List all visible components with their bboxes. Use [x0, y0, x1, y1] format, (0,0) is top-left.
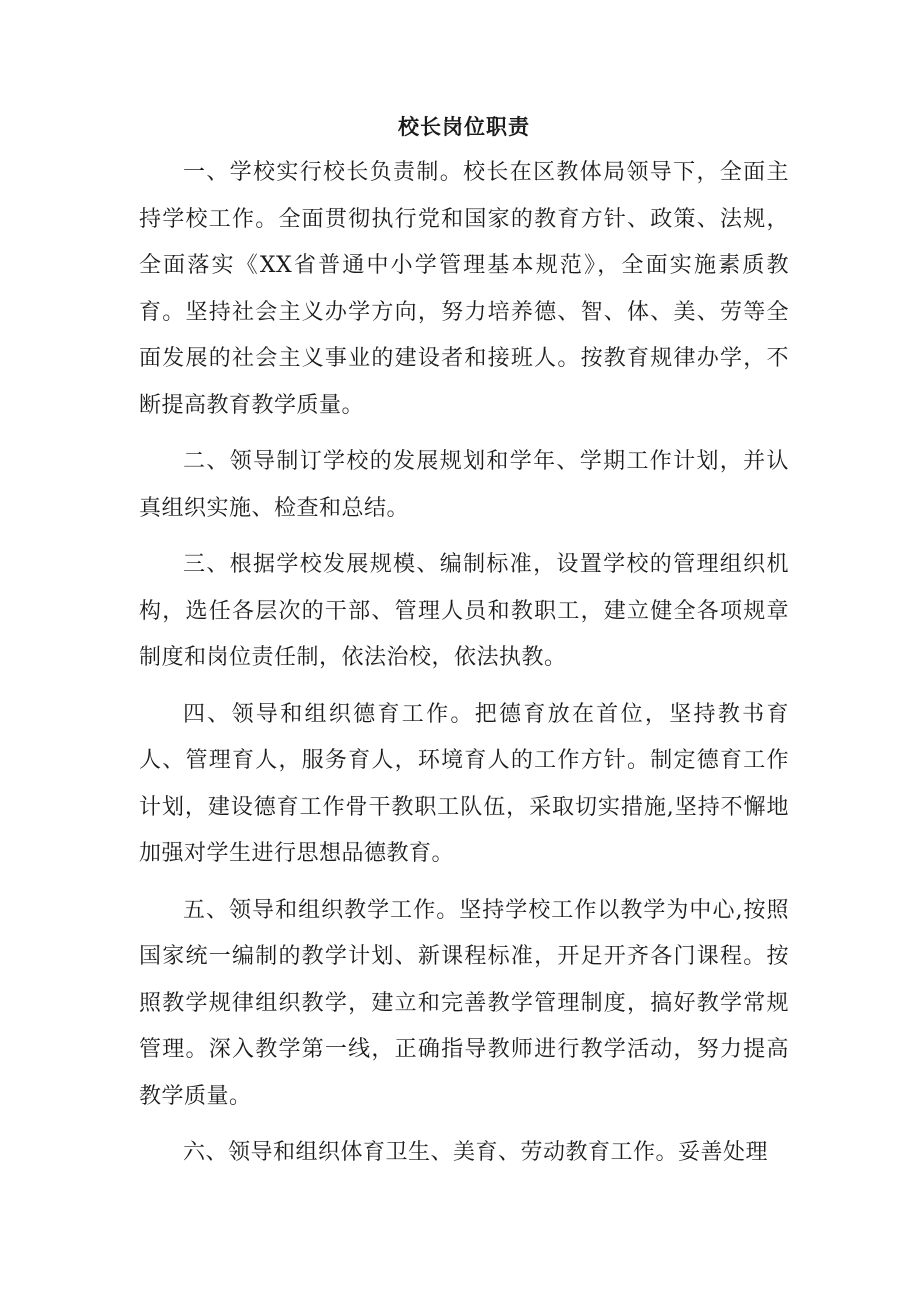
paragraph-6: 六、领导和组织体育卫生、美育、劳动教育工作。妥善处理 [183, 1140, 769, 1165]
paragraph-5: 五、领导和组织教学工作。坚持学校工作以教学为中心,按照国家统一编制的教学计划、新课程标准，开足开齐各门课程。按照教学规律组织教学，建立和完善教学管理制度，搞好教学常规管理。深入教学第一线，正确指导教师进行教学活动，努力提高教学质量。 [139, 897, 789, 1109]
paragraph-4: 四、领导和组织德育工作。把德育放在首位，坚持教书育人、管理育人，服务育人，环境育人的工作方针。制定德育工作计划，建设德育工作骨干教职工队伍，采取切实措施,坚持不懈地加强对学生进行思想品德教育。 [139, 701, 789, 866]
document-title: 校长岗位职责 [398, 115, 530, 139]
paragraph-1: 一、学校实行校长负责制。校长在区教体局领导下，全面主持学校工作。全面贯彻执行党和国家的教育方针、政策、法规，全面落实《XX省普通中小学管理基本规范》，全面实施素质教育。坚持社会主义办学方向，努力培养德、智、体、美、劳等全面发展的社会主义事业的建设者和接班人。按教育规律办学，不断提高教育教学质量。 [139, 160, 789, 418]
paragraph-2: 二、领导制订学校的发展规划和学年、学期工作计划，并认真组织实施、检查和总结。 [139, 449, 789, 521]
paragraph-3: 三、根据学校发展规模、编制标准，设置学校的管理组织机构，选任各层次的干部、管理人员和教职工，建立健全各项规章制度和岗位责任制，依法治校，依法执教。 [139, 552, 789, 670]
document-page [139, 112, 789, 1187]
